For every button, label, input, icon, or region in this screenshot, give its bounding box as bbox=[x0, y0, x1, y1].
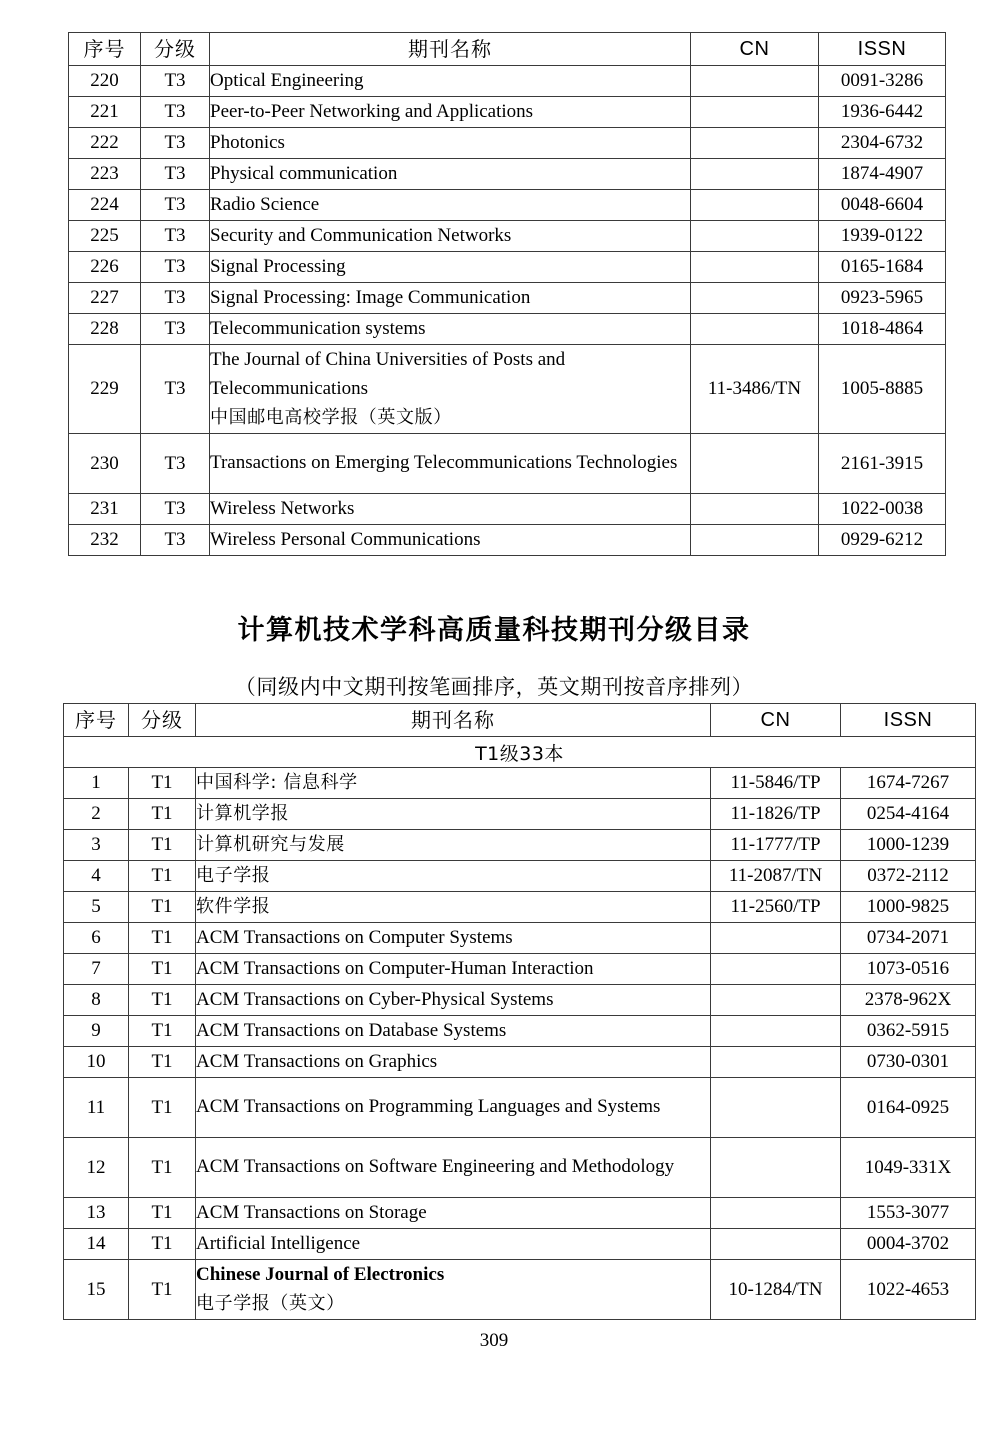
computer-technology-journal-table bbox=[63, 703, 976, 1320]
cell-issn: 1000-9825 bbox=[841, 892, 976, 923]
cell-cn-number: 10-1284/TN bbox=[711, 1260, 841, 1320]
journal-name-english: ACM Transactions on Database Systems bbox=[196, 1019, 507, 1041]
journal-name-english: ACM Transactions on Computer-Human Interaction bbox=[196, 957, 594, 979]
cell-grade: T3 bbox=[141, 66, 210, 97]
table-row bbox=[69, 128, 946, 159]
cell-cn-number bbox=[691, 97, 819, 128]
cell-journal-name bbox=[196, 1047, 711, 1078]
column-header-name: 期刊名称 bbox=[196, 704, 711, 737]
cell-grade: T3 bbox=[141, 434, 210, 494]
journal-name-english: ACM Transactions on Graphics bbox=[196, 1050, 438, 1072]
table-row bbox=[69, 159, 946, 190]
cell-grade: T3 bbox=[141, 159, 210, 190]
cell-journal-name bbox=[196, 830, 711, 861]
cell-cn-number bbox=[691, 283, 819, 314]
cell-serial-number: 6 bbox=[64, 923, 129, 954]
journal-name-english: ACM Transactions on Cyber-Physical Systems bbox=[196, 988, 554, 1010]
cell-serial-number: 228 bbox=[69, 314, 141, 345]
cell-journal-name bbox=[210, 434, 691, 494]
cell-journal-name bbox=[210, 66, 691, 97]
cell-grade: T3 bbox=[141, 221, 210, 252]
cell-serial-number: 232 bbox=[69, 525, 141, 556]
cell-journal-name bbox=[210, 345, 691, 434]
journal-name-english: Physical communication bbox=[210, 162, 398, 184]
cell-serial-number: 12 bbox=[64, 1138, 129, 1198]
column-header-cn: CN bbox=[711, 704, 841, 737]
table-row bbox=[69, 252, 946, 283]
cell-journal-name bbox=[210, 252, 691, 283]
cell-journal-name bbox=[210, 314, 691, 345]
cell-grade: T1 bbox=[129, 892, 196, 923]
section-row bbox=[64, 737, 976, 768]
cell-cn-number bbox=[691, 128, 819, 159]
cell-grade: T1 bbox=[129, 954, 196, 985]
journal-name-english: ACM Transactions on Storage bbox=[196, 1201, 427, 1223]
cell-issn: 0091-3286 bbox=[819, 66, 946, 97]
cell-serial-number: 13 bbox=[64, 1198, 129, 1229]
table-row bbox=[64, 799, 976, 830]
cell-journal-name bbox=[196, 892, 711, 923]
cell-journal-name bbox=[210, 525, 691, 556]
journal-name-english: Telecommunication systems bbox=[210, 317, 426, 339]
cell-journal-name bbox=[210, 159, 691, 190]
cell-issn: 1674-7267 bbox=[841, 768, 976, 799]
table-row bbox=[64, 768, 976, 799]
cell-issn: 1939-0122 bbox=[819, 221, 946, 252]
cell-issn: 0254-4164 bbox=[841, 799, 976, 830]
table-row bbox=[64, 1047, 976, 1078]
column-header-grade: 分级 bbox=[141, 33, 210, 66]
journal-name-chinese: 中国科学: 信息科学 bbox=[196, 772, 358, 794]
table-row bbox=[64, 954, 976, 985]
cell-issn: 1000-1239 bbox=[841, 830, 976, 861]
journal-name-english: The Journal of China Universities of Posts and Telecommunications bbox=[210, 349, 566, 400]
cell-grade: T1 bbox=[129, 830, 196, 861]
table-row bbox=[64, 985, 976, 1016]
page-title: 计算机技术学科高质量科技期刊分级目录 bbox=[237, 615, 751, 646]
cell-grade: T1 bbox=[129, 1198, 196, 1229]
table-row bbox=[64, 830, 976, 861]
page-number: 309 bbox=[479, 1330, 509, 1351]
cell-serial-number: 221 bbox=[69, 97, 141, 128]
cell-cn-number bbox=[691, 434, 819, 494]
table-row bbox=[69, 221, 946, 252]
cell-serial-number: 229 bbox=[69, 345, 141, 434]
journal-name-english: Artificial Intelligence bbox=[196, 1232, 361, 1254]
table-row bbox=[64, 1198, 976, 1229]
cell-journal-name bbox=[196, 861, 711, 892]
column-header-issn: ISSN bbox=[841, 704, 976, 737]
cell-cn-number bbox=[711, 985, 841, 1016]
cell-issn: 1049-331X bbox=[841, 1138, 976, 1198]
journal-name-chinese: 中国邮电高校学报（英文版） bbox=[210, 407, 452, 429]
column-header-no: 序号 bbox=[69, 33, 141, 66]
cell-serial-number: 11 bbox=[64, 1078, 129, 1138]
cell-serial-number: 231 bbox=[69, 494, 141, 525]
cell-serial-number: 223 bbox=[69, 159, 141, 190]
cell-issn: 0004-3702 bbox=[841, 1229, 976, 1260]
cell-journal-name bbox=[196, 954, 711, 985]
table-header-row bbox=[69, 33, 946, 66]
cell-cn-number bbox=[711, 1229, 841, 1260]
cell-cn-number bbox=[711, 1198, 841, 1229]
cell-journal-name bbox=[196, 1016, 711, 1047]
cell-cn-number bbox=[691, 221, 819, 252]
journal-name-english: ACM Transactions on Computer Systems bbox=[196, 926, 513, 948]
cell-cn-number: 11-2087/TN bbox=[711, 861, 841, 892]
journal-name-english: Wireless Networks bbox=[210, 497, 355, 519]
cell-journal-name bbox=[196, 1260, 711, 1320]
table-row bbox=[69, 494, 946, 525]
cell-journal-name bbox=[210, 283, 691, 314]
cell-serial-number: 220 bbox=[69, 66, 141, 97]
journal-name-english: Peer-to-Peer Networking and Applications bbox=[210, 100, 534, 122]
cell-serial-number: 226 bbox=[69, 252, 141, 283]
cell-grade: T3 bbox=[141, 345, 210, 434]
cell-journal-name bbox=[196, 923, 711, 954]
journal-name-english: ACM Transactions on Software Engineering and Methodology bbox=[196, 1156, 675, 1178]
cell-grade: T3 bbox=[141, 190, 210, 221]
cell-issn: 0164-0925 bbox=[841, 1078, 976, 1138]
journal-name-english: Chinese Journal of Electronics bbox=[196, 1264, 445, 1286]
table-row bbox=[64, 1078, 976, 1138]
cell-journal-name bbox=[210, 190, 691, 221]
cell-grade: T1 bbox=[129, 799, 196, 830]
cell-issn: 1073-0516 bbox=[841, 954, 976, 985]
cell-journal-name bbox=[210, 221, 691, 252]
cell-cn-number: 11-5846/TP bbox=[711, 768, 841, 799]
cell-issn: 0929-6212 bbox=[819, 525, 946, 556]
table-row bbox=[69, 434, 946, 494]
cell-issn: 2378-962X bbox=[841, 985, 976, 1016]
cell-journal-name bbox=[210, 97, 691, 128]
cell-journal-name bbox=[196, 1078, 711, 1138]
journal-table-continued bbox=[68, 32, 946, 556]
journal-name-chinese: 电子学报（英文） bbox=[196, 1293, 345, 1315]
table-row bbox=[64, 1229, 976, 1260]
cell-cn-number bbox=[711, 1047, 841, 1078]
journal-name-english: Wireless Personal Communications bbox=[210, 528, 481, 550]
table-row bbox=[64, 923, 976, 954]
cell-grade: T1 bbox=[129, 768, 196, 799]
cell-grade: T1 bbox=[129, 1047, 196, 1078]
cell-issn: 1936-6442 bbox=[819, 97, 946, 128]
cell-issn: 0730-0301 bbox=[841, 1047, 976, 1078]
cell-serial-number: 222 bbox=[69, 128, 141, 159]
table-row bbox=[64, 892, 976, 923]
table-row bbox=[69, 283, 946, 314]
journal-name-english: Photonics bbox=[210, 131, 285, 153]
table-header-row bbox=[64, 704, 976, 737]
cell-cn-number bbox=[691, 252, 819, 283]
cell-cn-number bbox=[691, 190, 819, 221]
cell-cn-number: 11-2560/TP bbox=[711, 892, 841, 923]
cell-serial-number: 5 bbox=[64, 892, 129, 923]
cell-cn-number bbox=[711, 1016, 841, 1047]
column-header-name: 期刊名称 bbox=[210, 33, 691, 66]
table-row bbox=[64, 861, 976, 892]
table-row bbox=[69, 314, 946, 345]
cell-serial-number: 7 bbox=[64, 954, 129, 985]
cell-cn-number bbox=[711, 1078, 841, 1138]
cell-issn: 1022-0038 bbox=[819, 494, 946, 525]
cell-serial-number: 230 bbox=[69, 434, 141, 494]
column-header-no: 序号 bbox=[64, 704, 129, 737]
cell-serial-number: 9 bbox=[64, 1016, 129, 1047]
cell-cn-number bbox=[691, 525, 819, 556]
cell-grade: T3 bbox=[141, 314, 210, 345]
cell-grade: T3 bbox=[141, 494, 210, 525]
table-row bbox=[69, 190, 946, 221]
cell-grade: T1 bbox=[129, 1229, 196, 1260]
journal-name-chinese: 电子学报 bbox=[196, 865, 271, 887]
cell-grade: T1 bbox=[129, 985, 196, 1016]
journal-name-english: ACM Transactions on Programming Languages and Systems bbox=[196, 1096, 661, 1118]
cell-cn-number: 11-1777/TP bbox=[711, 830, 841, 861]
cell-cn-number bbox=[691, 314, 819, 345]
cell-journal-name bbox=[210, 494, 691, 525]
cell-grade: T1 bbox=[129, 923, 196, 954]
table-row bbox=[64, 1138, 976, 1198]
cell-cn-number bbox=[691, 66, 819, 97]
cell-journal-name bbox=[196, 1198, 711, 1229]
cell-cn-number: 11-1826/TP bbox=[711, 799, 841, 830]
cell-issn: 2304-6732 bbox=[819, 128, 946, 159]
table-row bbox=[69, 525, 946, 556]
column-header-grade: 分级 bbox=[129, 704, 196, 737]
cell-grade: T1 bbox=[129, 861, 196, 892]
cell-serial-number: 227 bbox=[69, 283, 141, 314]
cell-issn: 1553-3077 bbox=[841, 1198, 976, 1229]
cell-cn-number bbox=[691, 494, 819, 525]
cell-grade: T1 bbox=[129, 1260, 196, 1320]
cell-cn-number bbox=[711, 1138, 841, 1198]
cell-grade: T3 bbox=[141, 283, 210, 314]
cell-serial-number: 224 bbox=[69, 190, 141, 221]
cell-journal-name bbox=[196, 768, 711, 799]
cell-serial-number: 4 bbox=[64, 861, 129, 892]
journal-name-english: Transactions on Emerging Telecommunications Technologies bbox=[210, 452, 678, 474]
cell-issn: 0048-6604 bbox=[819, 190, 946, 221]
cell-serial-number: 10 bbox=[64, 1047, 129, 1078]
cell-issn: 2161-3915 bbox=[819, 434, 946, 494]
cell-serial-number: 15 bbox=[64, 1260, 129, 1320]
journal-name-english: Security and Communication Networks bbox=[210, 224, 512, 246]
cell-serial-number: 225 bbox=[69, 221, 141, 252]
cell-serial-number: 2 bbox=[64, 799, 129, 830]
cell-journal-name bbox=[196, 985, 711, 1016]
cell-issn: 0734-2071 bbox=[841, 923, 976, 954]
cell-issn: 0362-5915 bbox=[841, 1016, 976, 1047]
table-row bbox=[64, 1016, 976, 1047]
cell-grade: T1 bbox=[129, 1016, 196, 1047]
table-row bbox=[64, 1260, 976, 1320]
cell-issn: 0372-2112 bbox=[841, 861, 976, 892]
cell-cn-number bbox=[711, 923, 841, 954]
cell-serial-number: 14 bbox=[64, 1229, 129, 1260]
cell-cn-number bbox=[711, 954, 841, 985]
cell-grade: T1 bbox=[129, 1078, 196, 1138]
journal-name-english: Optical Engineering bbox=[210, 69, 364, 91]
cell-journal-name bbox=[210, 128, 691, 159]
table-row bbox=[69, 97, 946, 128]
journal-name-chinese: 计算机研究与发展 bbox=[196, 834, 345, 856]
cell-grade: T1 bbox=[129, 1138, 196, 1198]
journal-name-english: Signal Processing: Image Communication bbox=[210, 286, 531, 308]
table-row bbox=[69, 345, 946, 434]
cell-serial-number: 8 bbox=[64, 985, 129, 1016]
cell-grade: T3 bbox=[141, 128, 210, 159]
cell-issn: 1874-4907 bbox=[819, 159, 946, 190]
cell-issn: 1005-8885 bbox=[819, 345, 946, 434]
cell-issn: 1022-4653 bbox=[841, 1260, 976, 1320]
cell-grade: T3 bbox=[141, 97, 210, 128]
cell-issn: 0165-1684 bbox=[819, 252, 946, 283]
cell-cn-number: 11-3486/TN bbox=[691, 345, 819, 434]
section-label: T1级33本 bbox=[64, 737, 976, 768]
journal-name-chinese: 计算机学报 bbox=[196, 803, 289, 825]
cell-journal-name bbox=[196, 1229, 711, 1260]
cell-serial-number: 3 bbox=[64, 830, 129, 861]
cell-journal-name bbox=[196, 1138, 711, 1198]
journal-name-english: Radio Science bbox=[210, 193, 320, 215]
cell-issn: 0923-5965 bbox=[819, 283, 946, 314]
cell-journal-name bbox=[196, 799, 711, 830]
cell-issn: 1018-4864 bbox=[819, 314, 946, 345]
cell-serial-number: 1 bbox=[64, 768, 129, 799]
cell-grade: T3 bbox=[141, 525, 210, 556]
table-row bbox=[69, 66, 946, 97]
journal-name-english: Signal Processing bbox=[210, 255, 346, 277]
journal-name-chinese: 软件学报 bbox=[196, 896, 271, 918]
cell-grade: T3 bbox=[141, 252, 210, 283]
cell-cn-number bbox=[691, 159, 819, 190]
column-header-issn: ISSN bbox=[819, 33, 946, 66]
column-header-cn: CN bbox=[691, 33, 819, 66]
page-subtitle: （同级内中文期刊按笔画排序，英文期刊按音序排列） bbox=[234, 675, 754, 699]
